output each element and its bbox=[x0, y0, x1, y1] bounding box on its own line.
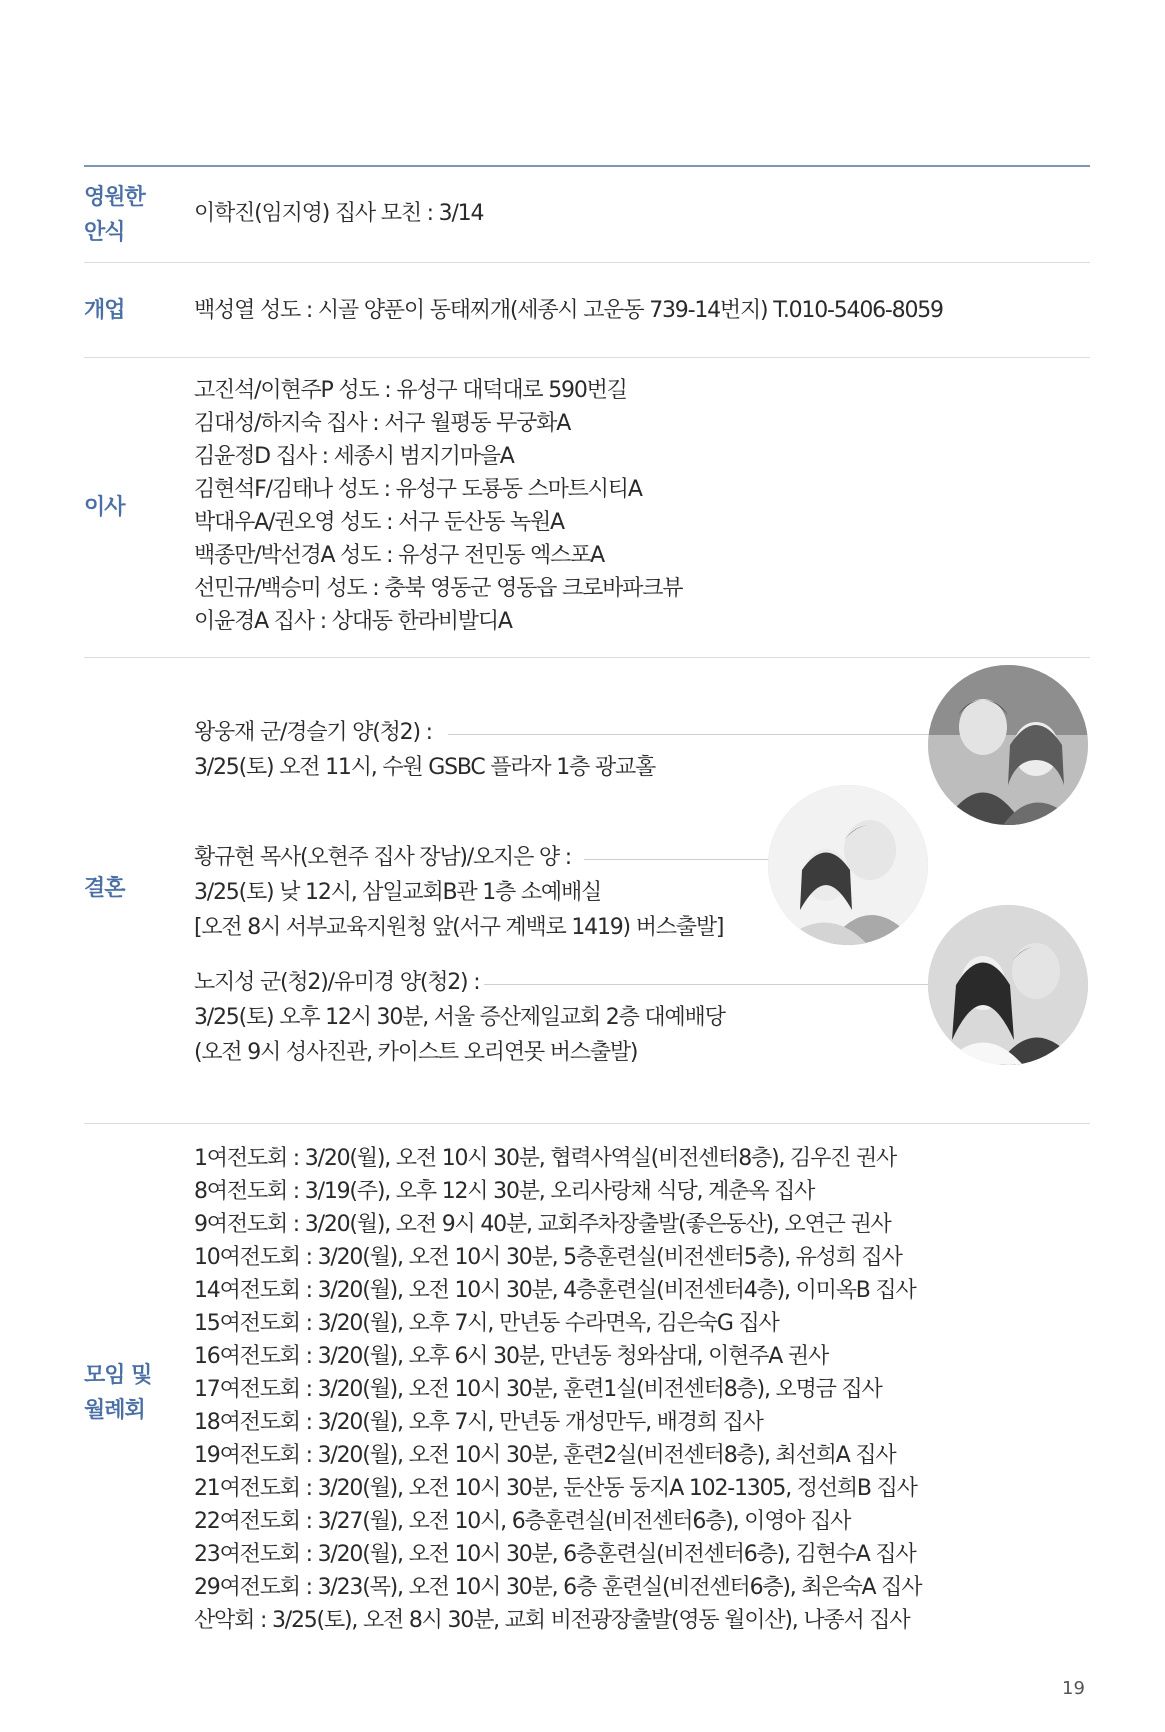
section-label-wedding bbox=[84, 871, 180, 906]
moving-content bbox=[194, 374, 682, 638]
condolence-content bbox=[194, 197, 483, 230]
label-line: 안식 bbox=[84, 220, 125, 245]
leader-line bbox=[484, 984, 970, 985]
section-moving bbox=[84, 358, 1090, 658]
meeting-line: 18여전도회 : 3/20(월), 오후 7시, 만년동 개성만두, 배경희 집사 bbox=[194, 1410, 763, 1435]
meetings-content bbox=[194, 1142, 921, 1637]
meeting-line: 14여전도회 : 3/20(월), 오전 10시 30분, 4층훈련실(비전센터4층), 이미옥B 집사 bbox=[194, 1278, 916, 1303]
leader-line bbox=[584, 859, 770, 860]
label-line: 이사 bbox=[84, 495, 125, 520]
page-number: 19 bbox=[1062, 1678, 1085, 1699]
moving-line: 고진석/이현주P 성도 : 유성구 대덕대로 590번길 bbox=[194, 378, 627, 403]
moving-line: 이윤경A 집사 : 상대동 한라비발디A bbox=[194, 609, 512, 634]
label-line: 모임 및 bbox=[84, 1363, 152, 1388]
wedding-line: [오전 8시 서부교육지원청 앞(서구 계백로 1419) 버스출발] bbox=[194, 915, 724, 940]
leader-line bbox=[448, 734, 942, 735]
meeting-line: 19여전도회 : 3/20(월), 오전 10시 30분, 훈련2실(비전센터8층), 최선희A 집사 bbox=[194, 1443, 896, 1468]
meeting-line: 29여전도회 : 3/23(목), 오전 10시 30분, 6층 훈련실(비전센터6층), 최은숙A 집사 bbox=[194, 1575, 922, 1600]
couple-photo-illustration bbox=[928, 905, 1088, 1065]
wedding-entry bbox=[194, 965, 725, 1070]
top-rule bbox=[84, 165, 1090, 167]
section-label-meetings bbox=[84, 1358, 180, 1428]
moving-line: 김대성/하지숙 집사 : 서구 월평동 무궁화A bbox=[194, 411, 571, 436]
label-line: 월례회 bbox=[84, 1398, 145, 1423]
meeting-line: 15여전도회 : 3/20(월), 오후 7시, 만년동 수라면옥, 김은숙G 집사 bbox=[194, 1311, 779, 1336]
meeting-line: 9여전도회 : 3/20(월), 오전 9시 40분, 교회주차장출발(좋은동산), 오연근 권사 bbox=[194, 1212, 891, 1237]
moving-line: 선민규/백승미 성도 : 충북 영동군 영동읍 크로바파크뷰 bbox=[194, 576, 683, 601]
meeting-line: 16여전도회 : 3/20(월), 오후 6시 30분, 만년동 청와삼대, 이현주A 권사 bbox=[194, 1344, 829, 1369]
couple-photo bbox=[928, 905, 1088, 1065]
meeting-line: 1여전도회 : 3/20(월), 오전 10시 30분, 협력사역실(비전센터8층), 김우진 권사 bbox=[194, 1146, 897, 1171]
meeting-line: 21여전도회 : 3/20(월), 오전 10시 30분, 둔산동 둥지A 102-1305, 정선희B 집사 bbox=[194, 1476, 917, 1501]
meeting-line: 22여전도회 : 3/27(월), 오전 10시, 6층훈련실(비전센터6층), 이영아 집사 bbox=[194, 1509, 851, 1534]
meeting-line: 8여전도회 : 3/19(주), 오후 12시 30분, 오리사랑채 식당, 계춘옥 집사 bbox=[194, 1179, 815, 1204]
wedding-line: 노지성 군(청2)/유미경 양(청2) : bbox=[194, 970, 480, 995]
moving-line: 백종만/박선경A 성도 : 유성구 전민동 엑스포A bbox=[194, 543, 604, 568]
opening-content bbox=[194, 294, 943, 327]
wedding-line: 3/25(토) 낮 12시, 삼일교회B관 1층 소예배실 bbox=[194, 880, 602, 905]
wedding-line: (오전 9시 성사진관, 카이스트 오리연못 버스출발) bbox=[194, 1040, 638, 1065]
moving-line: 김윤정D 집사 : 세종시 범지기마을A bbox=[194, 444, 514, 469]
label-line: 결혼 bbox=[84, 876, 125, 901]
couple-photo-illustration bbox=[768, 785, 928, 945]
section-label-opening bbox=[84, 293, 180, 328]
couple-photo bbox=[928, 665, 1088, 825]
section-label-condolence bbox=[84, 180, 180, 250]
moving-line: 김현석F/김태나 성도 : 유성구 도룡동 스마트시티A bbox=[194, 477, 642, 502]
opening-line: 백성열 성도 : 시골 양푼이 동태찌개(세종시 고운동 739-14번지) T.010-5406-8059 bbox=[194, 298, 943, 323]
meeting-line: 산악회 : 3/25(토), 오전 8시 30분, 교회 비전광장출발(영동 월이산), 나종서 집사 bbox=[194, 1608, 910, 1633]
meeting-line: 23여전도회 : 3/20(월), 오전 10시 30분, 6층훈련실(비전센터6층), 김현수A 집사 bbox=[194, 1542, 916, 1567]
section-opening bbox=[84, 263, 1090, 357]
section-meetings bbox=[84, 1124, 1090, 1664]
wedding-line: 3/25(토) 오전 11시, 수원 GSBC 플라자 1층 광교홀 bbox=[194, 755, 656, 780]
wedding-line: 황규현 목사(오현주 집사 장남)/오지은 양 : bbox=[194, 845, 571, 870]
couple-photo-illustration bbox=[928, 665, 1088, 825]
condolence-line: 이학진(임지영) 집사 모친 : 3/14 bbox=[194, 201, 484, 226]
wedding-entry bbox=[194, 840, 723, 945]
label-line: 영원한 bbox=[84, 185, 145, 210]
wedding-line: 왕웅재 군/경슬기 양(청2) : bbox=[194, 720, 432, 745]
wedding-entry bbox=[194, 715, 655, 785]
section-condolence bbox=[84, 178, 1090, 262]
label-line: 개업 bbox=[84, 298, 125, 323]
wedding-line: 3/25(토) 오후 12시 30분, 서울 증산제일교회 2층 대예배당 bbox=[194, 1005, 725, 1030]
couple-photo bbox=[768, 785, 928, 945]
meeting-line: 10여전도회 : 3/20(월), 오전 10시 30분, 5층훈련실(비전센터5층), 유성희 집사 bbox=[194, 1245, 902, 1270]
meeting-line: 17여전도회 : 3/20(월), 오전 10시 30분, 훈련1실(비전센터8층), 오명금 집사 bbox=[194, 1377, 882, 1402]
moving-line: 박대우A/권오영 성도 : 서구 둔산동 녹원A bbox=[194, 510, 564, 535]
section-label-moving bbox=[84, 490, 180, 525]
